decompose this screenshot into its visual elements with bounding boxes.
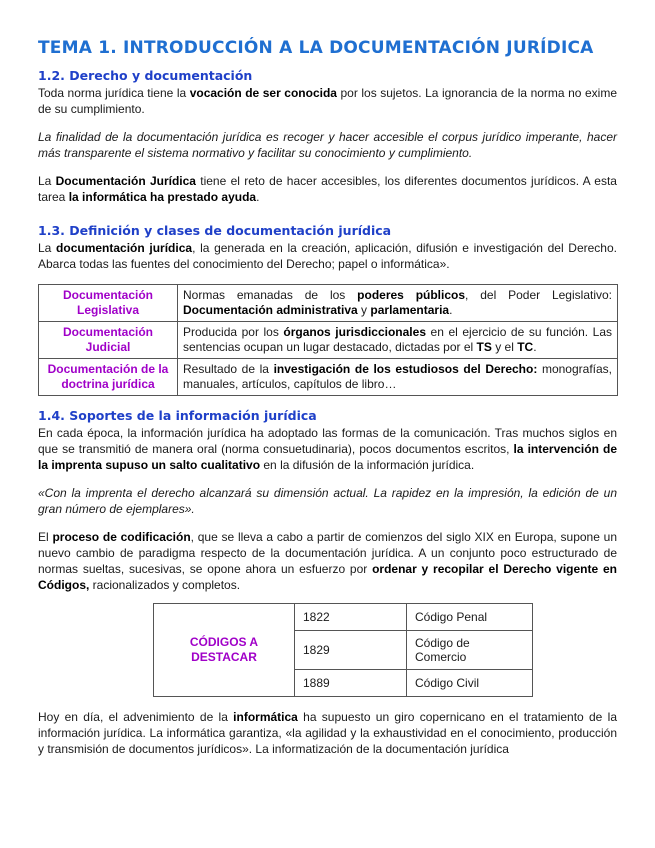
italic-run: La finalidad de la documentación jurídica es recoger y hacer accesible el corpus jurídico imperante, hacer más transparente el sistema normativo y facilitar su conocimiento y cumplimiento. — [38, 130, 617, 160]
bold-run: poderes públicos — [357, 288, 466, 302]
bold-run: Documentación administrativa — [183, 303, 358, 317]
table-description-cell — [178, 322, 618, 359]
italic-run: «Con la imprenta el derecho alcanzará su dimensión actual. La rapidez en la impresión, la edición de un gran número de ejemplares». — [38, 486, 617, 516]
codes-table — [153, 603, 533, 697]
text-run: en la difusión de la información jurídica. — [260, 458, 475, 472]
code-name-cell: Código Civil — [407, 670, 533, 697]
bold-run: Documentación Jurídica — [55, 174, 196, 188]
text-run: , del Poder Legislativo: — [465, 288, 612, 302]
code-year-cell: 1822 — [295, 604, 407, 631]
section-1-4-paragraph-1 — [38, 425, 617, 473]
text-run: En cada época, la información jurídica ha adoptado las formas de la comunicación. Tras muchos siglos en que se transmitió de manera oral (norma consuetudinaria), pocos documentos escritos, — [38, 426, 617, 456]
codes-label-cell: CÓDIGOS A DESTACAR — [154, 604, 295, 697]
bold-run: informática — [233, 710, 298, 724]
text-run: Normas emanadas de los — [183, 288, 358, 302]
code-name-cell: Código Penal — [407, 604, 533, 631]
bold-run: documentación jurídica — [56, 241, 193, 255]
bold-run: ordenar y recopilar el Derecho vigente en Códigos, — [38, 562, 617, 592]
section-1-2-paragraph-2 — [38, 129, 617, 161]
table-row — [39, 322, 618, 359]
text-run: Producida por los — [183, 325, 284, 339]
text-run: . — [256, 190, 260, 204]
text-run: La — [38, 241, 57, 255]
text-run: y — [357, 303, 371, 317]
text-run: . — [449, 303, 453, 317]
section-1-4-paragraph-3 — [38, 529, 617, 593]
text-run: monografías, manuales, artículos, capítulos de libro… — [183, 362, 612, 391]
table-label-cell: Documentación Legislativa — [39, 285, 178, 322]
text-run: La — [38, 174, 56, 188]
code-name-cell: Código de Comercio — [407, 631, 533, 670]
text-run: Hoy en día, el advenimiento de la — [38, 710, 234, 724]
bold-run: TS — [476, 340, 492, 354]
section-1-4-paragraph-4 — [38, 709, 617, 757]
bold-run: investigación de los estudiosos del Derecho: — [273, 362, 538, 376]
table-description-cell — [178, 285, 618, 322]
text-run: . — [533, 340, 537, 354]
bold-run: vocación de ser conocida — [189, 86, 337, 100]
table-label-cell: Documentación de la doctrina jurídica — [39, 359, 178, 396]
bold-run: proceso de codificación — [52, 530, 191, 544]
section-1-2-paragraph-3 — [38, 173, 617, 205]
text-run: El — [38, 530, 53, 544]
section-1-3-paragraph-1 — [38, 240, 617, 272]
section-1-2-heading: 1.2. Derecho y documentación — [38, 68, 253, 83]
text-run: por los sujetos. La ignorancia de la norma no exime de su cumplimiento. — [38, 86, 617, 116]
text-run: ha supuesto un giro copernicano en el tratamiento de la información jurídica. La informática garantiza, «la agilidad y la exhaustividad en el conocimiento, producción y transmisión de documentos jurídicos». La informatización de la documentación jurídica — [38, 710, 617, 756]
text-run: Toda norma jurídica tiene la — [38, 86, 190, 100]
table-row — [39, 285, 618, 322]
text-run: , la generada en la creación, aplicación, difusión e investigación del Derecho. Abarca todas las fuentes del conocimiento del Derecho; papel o informática». — [38, 241, 617, 271]
bold-run: la intervención de la imprenta supuso un salto cualitativo — [38, 442, 617, 472]
table-row — [154, 604, 533, 631]
text-run: racionalizados y completos. — [89, 578, 241, 592]
text-run: en el ejercicio de su función. Las sentencias ocupan un lugar destacado, dictadas por el — [183, 325, 612, 354]
text-run: Resultado de la — [183, 362, 274, 376]
bold-run: la informática ha prestado ayuda — [68, 190, 257, 204]
code-year-cell: 1889 — [295, 670, 407, 697]
section-1-4-quote — [38, 485, 617, 517]
section-1-3-heading: 1.3. Definición y clases de documentación jurídica — [38, 223, 392, 238]
table-row — [39, 359, 618, 396]
bold-run: parlamentaria — [370, 303, 450, 317]
bold-run: TC — [517, 340, 534, 354]
document-title: TEMA 1. INTRODUCCIÓN A LA DOCUMENTACIÓN JURÍDICA — [38, 38, 594, 58]
bold-run: órganos jurisdiccionales — [283, 325, 426, 339]
code-year-cell: 1829 — [295, 631, 407, 670]
section-1-2-paragraph-1 — [38, 85, 617, 117]
table-description-cell — [178, 359, 618, 396]
text-run: tiene el reto de hacer accesibles, los diferentes documentos jurídicos. A esta tarea — [38, 174, 617, 204]
text-run: , que se lleva a cabo a partir de comienzos del siglo XIX en Europa, supone un nuevo cambio de paradigma respecto de la documentación jurídica. A un conjunto poco estructurado de normas sueltas, sucesivas, se opone ahora un esfuerzo por — [38, 530, 617, 576]
table-label-cell: Documentación Judicial — [39, 322, 178, 359]
text-run: y el — [491, 340, 518, 354]
section-1-4-heading: 1.4. Soportes de la información jurídica — [38, 408, 317, 423]
documentation-types-table — [38, 284, 618, 396]
